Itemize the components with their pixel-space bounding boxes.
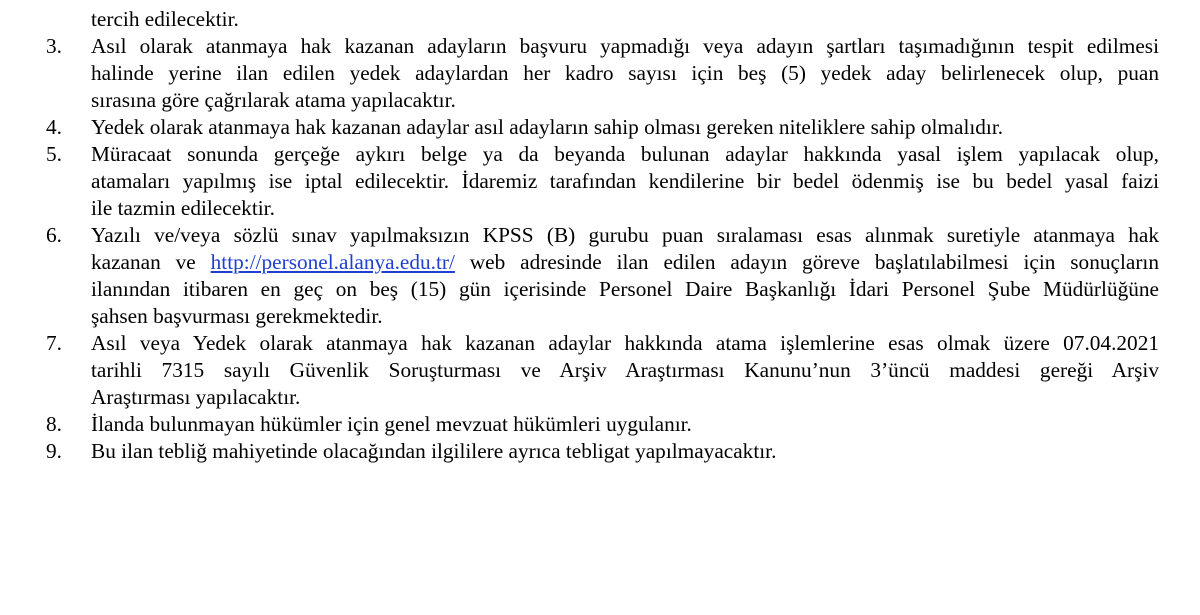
item-text [91, 438, 1159, 465]
line-prefix: kazanan ve [91, 250, 211, 274]
item-line: sırasına göre çağrılarak atama yapılacaktır. [91, 88, 456, 112]
item-line: tarihli 7315 sayılı Güvenlik Soruşturması ve Arşiv Araştırması Kanunu’nun 3’üncü maddesi gereği Arşiv [91, 358, 1159, 382]
item-line: halinde yerine ilan edilen yedek adaylardan her kadro sayısı için beş (5) yedek aday belirlenecek olup, puan [91, 61, 1159, 85]
item-line: şahsen başvurması gerekmektedir. [91, 304, 383, 328]
item-line: Yedek olarak atanmaya hak kazanan adaylar asıl adayların sahip olması gereken niteliklere sahip olmalıdır. [91, 115, 1004, 139]
item-number: 6. [46, 223, 62, 247]
item-line: Müracaat sonunda gerçeğe aykırı belge ya da beyanda bulunan adaylar hakkında yasal işlem yapılacak olup, [91, 142, 1159, 166]
item-line: Yazılı ve/veya sözlü sınav yapılmaksızın KPSS (B) gurubu puan sıralaması esas alınmak suretiyle atanmaya hak [91, 223, 1159, 247]
item-line: ilanından itibaren en geç on beş (15) gün içerisinde Personel Daire Başkanlığı İdari Personel Şube Müdürlüğüne [91, 277, 1159, 301]
item-line: ile tazmin edilecektir. [91, 196, 275, 220]
item-text [91, 114, 1159, 141]
list-item-6 [0, 222, 1200, 330]
item-line: İlanda bulunmayan hükümler için genel mevzuat hükümleri uygulanır. [91, 412, 692, 436]
list-item-8 [0, 411, 1200, 438]
continuation-text: tercih edilecektir. [91, 7, 239, 31]
list-item-7 [0, 330, 1200, 411]
item-text [91, 330, 1159, 411]
item-text [91, 33, 1159, 114]
list-item-4 [0, 114, 1200, 141]
item-text [91, 222, 1159, 330]
list-item-5 [0, 141, 1200, 222]
item-number: 7. [46, 331, 62, 355]
item-number: 8. [46, 412, 62, 436]
item-line: atamaları yapılmış ise iptal edilecektir. İdaremiz tarafından kendilerine bir bedel ödenmiş ise bu bedel yasal faizi [91, 169, 1159, 193]
item-text [91, 141, 1159, 222]
item-line: Asıl olarak atanmaya hak kazanan adayların başvuru yapmadığı veya adayın şartları taşımadığının tespit edilmesi [91, 34, 1159, 58]
list-item-3 [0, 33, 1200, 114]
item-line: Araştırması yapılacaktır. [91, 385, 301, 409]
item-number: 5. [46, 142, 62, 166]
item-text [91, 411, 1159, 438]
item-line: Bu ilan tebliğ mahiyetinde olacağından ilgililere ayrıca tebligat yapılmayacaktır. [91, 439, 777, 463]
item-line: Asıl veya Yedek olarak atanmaya hak kazanan adaylar hakkında atama işlemlerine esas olmak üzere 07.04.2021 [91, 331, 1159, 355]
personnel-website-link[interactable]: http://personel.alanya.edu.tr/ [210, 250, 455, 274]
item-number: 3. [46, 34, 62, 58]
line-suffix: web adresinde ilan edilen adayın göreve başlatılabilmesi için sonuçların [454, 250, 1159, 274]
document-page [0, 6, 1200, 465]
item-number: 9. [46, 439, 62, 463]
list-item-9 [0, 438, 1200, 465]
item-line-with-link [91, 249, 1159, 276]
item-number: 4. [46, 115, 62, 139]
